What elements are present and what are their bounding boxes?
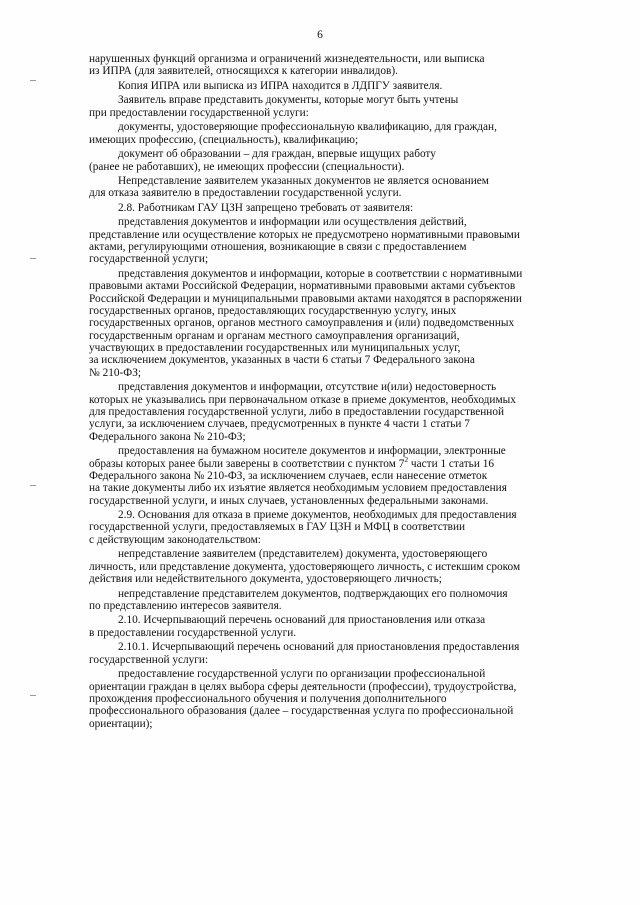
paragraph: непредставление заявителем (представителем) документа, удостоверяющего личность, или представление документа, удостоверяющего личность, с истекшим сроком действия или недействительного документа, удостоверяющего личность; [89,548,521,585]
paragraph-text: части 1 статьи 16 Федерального закона № 210-ФЗ, за исключением случаев, если нанесение отметок на такие документы либо их изъятие является необходимым условием предоставления государственной услуги, и иных случаев, установленных федеральными законами. [89,457,507,507]
paragraph: представления документов и информации, которые в соответствии с нормативными правовыми актами Российской Федерации, нормативными правовыми актами субъектов Российской Федерации и муниципальными правовыми актами находятся в распоряжении государственных органов, предоставляющих государственную услугу, иных государственных органов, органов местного самоуправления и (или) подведомственных государственным органам и органам местного самоуправления организаций, участвующих в предоставлении государственных или муниципальных услуг, за исключением документов, указанных в части 6 статьи 7 Федерального закона № 210-ФЗ; [89,268,523,379]
paragraph: представления документов и информации или осуществления действий, представление или осуществление которых не предусмотрено нормативными правовыми актами, регулирующими отношения, возникающие в связи с предоставлением государственной услуги; [89,216,520,266]
paragraph: Непредставление заявителем указанных документов не является основанием для отказа заявителю в предоставлении государственной услуги. [89,175,489,200]
scan-mark [30,80,36,81]
paragraph-text: предоставления на бумажном носителе документов и информации, электронные образы которых ранее были заверены в соответствии с пунктом 7 [89,445,506,470]
scan-mark [30,485,36,486]
section-heading-2-10: 2.10. Исчерпывающий перечень оснований для приостановления или отказа в предоставлении государственной услуги. [89,614,486,639]
section-heading-2-8: 2.8. Работникам ГАУ ЦЗН запрещено требовать от заявителя: [118,201,414,214]
paragraph: предоставление государственной услуги по организации профессиональной ориентации граждан в целях выбора сферы деятельности (профессии), трудоустройства, прохождения профессионального обучения и получения дополнительного профессионального образования (далее – государственная услуга по профессиональной ориентации); [89,668,517,730]
paragraph: Копия ИПРА или выписка из ИПРА находится в ЛДПГУ заявителя. [118,79,443,92]
paragraph: представления документов и информации, отсутствие и(или) недостоверность которых не указывались при первоначальном отказе в приеме документов, необходимых для предоставления государственной услуги, либо в предоставлении государственной услуги, за исключением случаев, предусмотренных в пункте 4 части 1 статьи 7 Федерального закона № 210-ФЗ; [89,381,516,443]
document-body [89,53,591,732]
paragraph: документы, удостоверяющие профессиональную квалификацию, для граждан, имеющих профессию, (специальность), квалификацию; [89,121,497,146]
section-heading-2-9: 2.9. Основания для отказа в приеме документов, необходимых для предоставления государственной услуги, предоставляемых в ГАУ ЦЗН и МФЦ в соответствии с действующим законодательством: [89,509,517,546]
paragraph: Заявитель вправе представить документы, которые могут быть учтены при предоставлении государственной услуги: [89,94,459,119]
paragraph: непредставление представителем документов, подтверждающих его полномочия по представлению интересов заявителя. [89,587,508,612]
paragraph [89,445,591,507]
scan-mark [30,695,36,696]
superscript: 2 [404,454,409,464]
page-number: 6 [317,29,323,41]
paragraph: документ об образовании – для граждан, впервые ищущих работу (ранее не работавших), не имеющих профессии (специальности). [89,148,436,173]
section-heading-2-10-1: 2.10.1. Исчерпывающий перечень оснований для приостановления предоставления государственной услуги: [89,641,520,666]
scan-mark [30,258,36,259]
paragraph: нарушенных функций организма и ограничений жизнедеятельности, или выписка из ИПРА (для заявителей, относящихся к категории инвалидов). [89,53,485,78]
